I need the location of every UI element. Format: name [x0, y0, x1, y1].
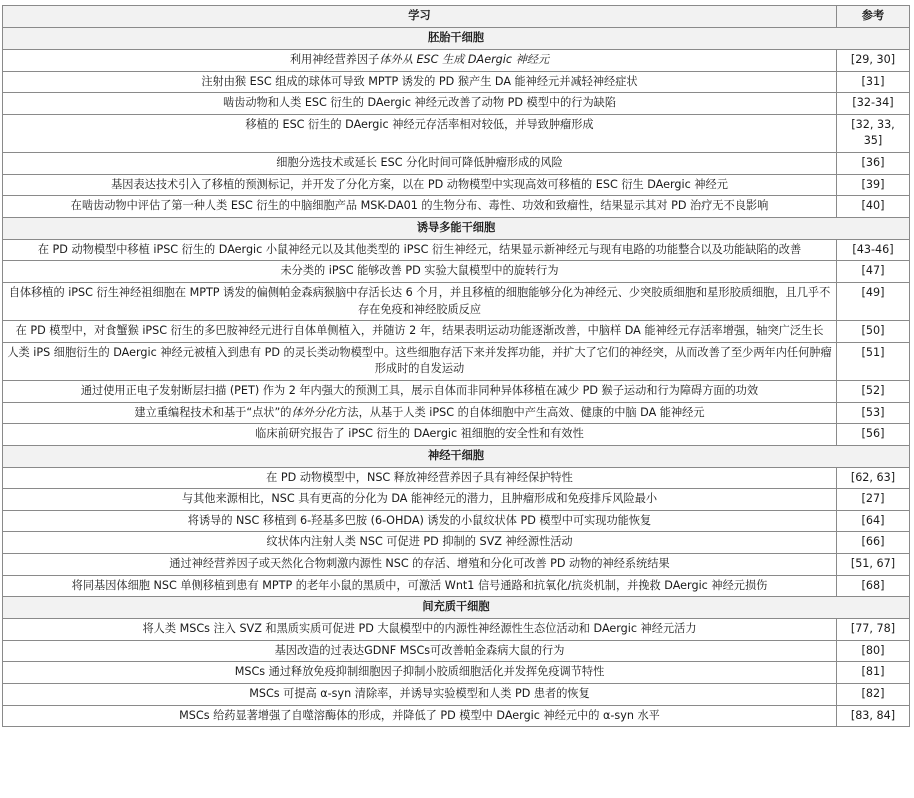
reference-cell: [36] — [837, 152, 910, 174]
reference-cell: [47] — [837, 261, 910, 283]
study-text: 自体移植的 iPSC 衍生神经祖细胞在 MPTP 诱发的偏侧帕金森病猴脑中存活长达 6 个月，并且移植的细胞能够分化为神经元、少突胶质细胞和星形胶质细胞，且几乎不存在免疫和神经胶质反应 — [8, 285, 831, 316]
study-cell — [3, 50, 837, 72]
study-text: MSCs 通过释放免疫抑制细胞因子抑制小胶质细胞活化并发挥免疫调节特性 — [234, 665, 605, 679]
reference-cell: [52] — [837, 380, 910, 402]
reference-cell: [31] — [837, 71, 910, 93]
study-cell — [3, 282, 837, 320]
study-cell — [3, 684, 837, 706]
study-text: 通过使用正电子发射断层扫描 (PET) 作为 2 年内强大的预测工具，展示自体而非同种异体移植在减少 PD 猴子运动和行为障碍方面的功效 — [80, 383, 759, 397]
reference-cell: [62, 63] — [837, 467, 910, 489]
study-cell — [3, 640, 837, 662]
table-row — [3, 402, 910, 424]
study-cell — [3, 93, 837, 115]
study-cell — [3, 380, 837, 402]
table-row — [3, 93, 910, 115]
table-row — [3, 532, 910, 554]
study-text: 在 PD 动物模型中，NSC 释放神经营养因子具有神经保护特性 — [266, 470, 573, 484]
header-study: 学习 — [3, 6, 837, 28]
reference-cell: [49] — [837, 282, 910, 320]
study-text-italic: 体外从 ESC 生成 DAergic 神经元 — [379, 53, 550, 66]
reference-cell: [39] — [837, 174, 910, 196]
table-row — [3, 196, 910, 218]
table-row — [3, 380, 910, 402]
table-row — [3, 662, 910, 684]
study-cell — [3, 196, 837, 218]
reference-cell: [32, 33, 35] — [837, 114, 910, 152]
table-row — [3, 640, 910, 662]
table-row — [3, 50, 910, 72]
reference-cell: [77, 78] — [837, 619, 910, 641]
study-text: 临床前研究报告了 iPSC 衍生的 DAergic 祖细胞的安全性和有效性 — [255, 427, 584, 441]
table-row — [3, 467, 910, 489]
study-cell — [3, 662, 837, 684]
table-row — [3, 261, 910, 283]
study-text: 纹状体内注射人类 NSC 可促进 PD 抑制的 SVZ 神经源性活动 — [266, 535, 573, 549]
table-row — [3, 71, 910, 93]
study-cell — [3, 174, 837, 196]
study-text-italic: 体外分化 — [291, 405, 337, 419]
study-text: MSCs 可提高 α-syn 清除率，并诱导实验模型和人类 PD 患者的恢复 — [249, 687, 590, 701]
reference-cell: [29, 30] — [837, 50, 910, 72]
table-header-row — [3, 6, 910, 28]
study-cell — [3, 489, 837, 511]
study-cell — [3, 510, 837, 532]
study-text: 将诱导的 NSC 移植到 6-羟基多巴胺 (6-OHDA) 诱发的小鼠纹状体 PD 模型中可实现功能恢复 — [187, 513, 652, 527]
section-label: 胚胎干细胞 — [3, 28, 910, 50]
reference-cell: [51, 67] — [837, 554, 910, 576]
reference-cell: [40] — [837, 196, 910, 218]
section-label: 间充质干细胞 — [3, 597, 910, 619]
table-row — [3, 174, 910, 196]
reference-cell: [43-46] — [837, 239, 910, 261]
section-label: 诱导多能干细胞 — [3, 217, 910, 239]
table-row — [3, 510, 910, 532]
study-cell — [3, 114, 837, 152]
study-text: 基因表达技术引入了移植的预测标记，并开发了分化方案，以在 PD 动物模型中实现高效可移植的 ESC 衍生 DAergic 神经元 — [111, 177, 728, 191]
reference-cell: [53] — [837, 402, 910, 424]
table-row — [3, 342, 910, 380]
study-text-continued: 方法，从基于人类 iPSC 的自体细胞中产生高效、健康的中脑 DA 能神经元 — [336, 405, 705, 419]
reference-cell: [81] — [837, 662, 910, 684]
table-row — [3, 489, 910, 511]
study-cell — [3, 575, 837, 597]
table-row — [3, 239, 910, 261]
reference-cell: [50] — [837, 321, 910, 343]
study-table — [2, 5, 910, 727]
table-row — [3, 114, 910, 152]
table-row — [3, 321, 910, 343]
study-cell — [3, 619, 837, 641]
study-cell — [3, 705, 837, 727]
reference-cell: [32-34] — [837, 93, 910, 115]
table-row — [3, 424, 910, 446]
study-text: 将同基因体细胞 NSC 单侧移植到患有 MPTP 的老年小鼠的黑质中，可激活 Wnt1 信号通路和抗氧化/抗炎机制，并挽救 DAergic 神经元损伤 — [71, 578, 768, 592]
reference-cell: [68] — [837, 575, 910, 597]
study-cell — [3, 532, 837, 554]
table-body — [3, 28, 910, 727]
study-cell — [3, 261, 837, 283]
reference-cell: [56] — [837, 424, 910, 446]
study-cell — [3, 402, 837, 424]
study-cell — [3, 71, 837, 93]
study-cell — [3, 239, 837, 261]
header-ref: 参考 — [837, 6, 910, 28]
table-row — [3, 619, 910, 641]
study-text: 将人类 MSCs 注入 SVZ 和黑质实质可促进 PD 大鼠模型中的内源性神经源性生态位活动和 DAergic 神经元活力 — [142, 622, 697, 636]
table-row — [3, 705, 910, 727]
table-row — [3, 575, 910, 597]
reference-cell: [27] — [837, 489, 910, 511]
study-text: MSCs 给药显著增强了自噬溶酶体的形成，并降低了 PD 模型中 DAergic 神经元中的 α-syn 水平 — [179, 708, 660, 722]
study-text: 在 PD 动物模型中移植 iPSC 衍生的 DAergic 小鼠神经元以及其他类型的 iPSC 衍生神经元，结果显示新神经元与现有电路的功能整合以及功能缺陷的改善 — [37, 242, 802, 256]
study-text: 未分类的 iPSC 能够改善 PD 实验大鼠模型中的旋转行为 — [280, 264, 559, 278]
study-cell — [3, 342, 837, 380]
section-row — [3, 28, 910, 50]
study-text: 人类 iPS 细胞衍生的 DAergic 神经元被植入到患有 PD 的灵长类动物模型中。这些细胞存活下来并发挥功能，并扩大了它们的神经突，从而改善了至少两年内任何肿瘤形成时的自发运动 — [7, 345, 832, 376]
table-row — [3, 152, 910, 174]
section-label: 神经干细胞 — [3, 445, 910, 467]
study-text: 细胞分选技术或延长 ESC 分化时间可降低肿瘤形成的风险 — [276, 155, 563, 169]
study-text: 基因改造的过表达GDNF MSCs可改善帕金森病大鼠的行为 — [274, 643, 565, 657]
study-text: 与其他来源相比，NSC 具有更高的分化为 DA 能神经元的潜力，且肿瘤形成和免疫排斥风险最小 — [181, 492, 658, 506]
study-text: 注射由猴 ESC 组成的球体可导致 MPTP 诱发的 PD 猴产生 DA 能神经元并减轻神经症状 — [201, 74, 638, 88]
section-row — [3, 597, 910, 619]
study-text: 移植的 ESC 衍生的 DAergic 神经元存活率相对较低，并导致肿瘤形成 — [245, 117, 594, 131]
reference-cell: [80] — [837, 640, 910, 662]
reference-cell: [51] — [837, 342, 910, 380]
table-row — [3, 684, 910, 706]
table-row — [3, 554, 910, 576]
table-row — [3, 282, 910, 320]
section-row — [3, 217, 910, 239]
study-text: 通过神经营养因子或天然化合物刺激内源性 NSC 的存活、增殖和分化可改善 PD 动物的神经系统结果 — [169, 557, 670, 571]
reference-cell: [83, 84] — [837, 705, 910, 727]
study-cell — [3, 467, 837, 489]
study-cell — [3, 424, 837, 446]
section-row — [3, 445, 910, 467]
reference-cell: [66] — [837, 532, 910, 554]
reference-cell: [82] — [837, 684, 910, 706]
study-cell — [3, 152, 837, 174]
study-cell — [3, 554, 837, 576]
study-text: 啮齿动物和人类 ESC 衍生的 DAergic 神经元改善了动物 PD 模型中的行为缺陷 — [222, 96, 617, 110]
reference-cell: [64] — [837, 510, 910, 532]
study-text: 在啮齿动物中评估了第一种人类 ESC 衍生的中脑细胞产品 MSK-DA01 的生物分布、毒性、功效和致瘤性，结果显示其对 PD 治疗无不良影响 — [70, 199, 769, 213]
study-cell — [3, 321, 837, 343]
study-text: 在 PD 模型中，对食蟹猴 iPSC 衍生的多巴胺神经元进行自体单侧植入，并随访 2 年，结果表明运动功能逐渐改善，中脑样 DA 能神经元存活率增强，轴突广泛生长 — [15, 324, 824, 338]
study-text: 利用神经营养因子 — [289, 53, 380, 66]
study-text: 建立重编程技术和基于“点状”的 — [134, 405, 292, 419]
